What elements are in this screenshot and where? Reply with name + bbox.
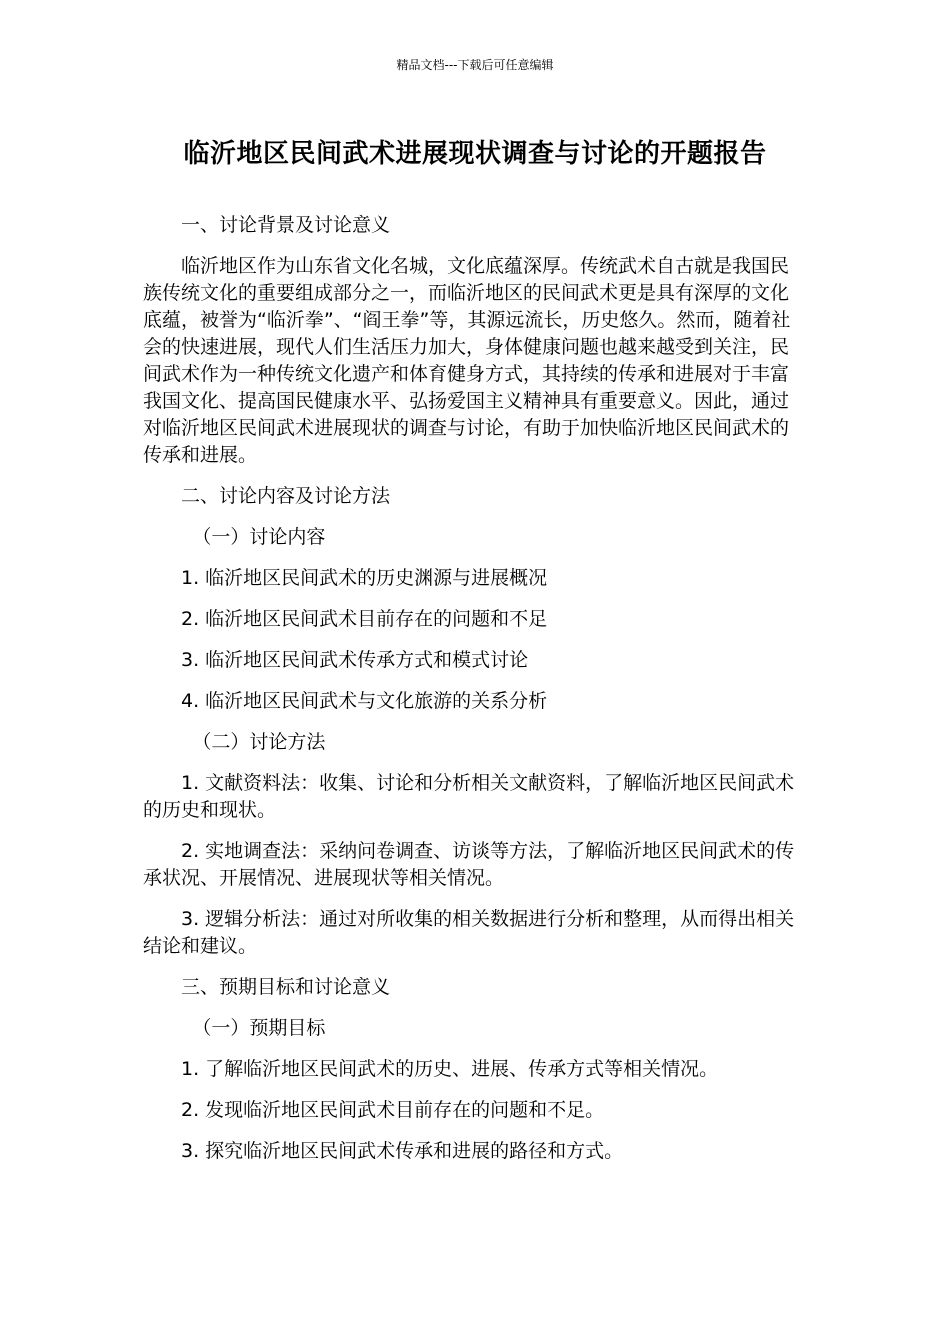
section-heading-1: 一、讨论背景及讨论意义 [181, 214, 391, 236]
subsection-heading-method: （二）讨论方法 [192, 731, 326, 753]
method-item-1: 1. 文献资料法：收集、讨论和分析相关文献资料，了解临沂地区民间武术的历史和现状。 [143, 772, 795, 821]
subsection-heading-goals: （一）预期目标 [192, 1017, 326, 1039]
goal-item-3: 3. 探究临沂地区民间武术传承和进展的路径和方式。 [181, 1140, 624, 1162]
document-body [143, 212, 798, 1179]
goal-item-2: 2. 发现临沂地区民间武术目前存在的问题和不足。 [181, 1099, 605, 1121]
section-heading-2: 二、讨论内容及讨论方法 [181, 485, 391, 507]
section-heading-3: 三、预期目标和讨论意义 [181, 976, 391, 998]
content-item-2: 2. 临沂地区民间武术目前存在的问题和不足 [181, 608, 548, 630]
goal-item-1: 1. 了解临沂地区民间武术的历史、进展、传承方式等相关情况。 [181, 1058, 719, 1080]
subsection-heading-content: （一）讨论内容 [192, 526, 326, 548]
page-header: 精品文档---下载后可任意编辑 [396, 58, 554, 72]
method-item-3: 3. 逻辑分析法：通过对所收集的相关数据进行分析和整理，从而得出相关结论和建议。 [143, 908, 795, 957]
content-item-1: 1. 临沂地区民间武术的历史渊源与进展概况 [181, 567, 548, 589]
content-item-3: 3. 临沂地区民间武术传承方式和模式讨论 [181, 649, 529, 671]
method-item-2: 2. 实地调查法：采纳问卷调查、访谈等方法，了解临沂地区民间武术的传承状况、开展情况、进展现状等相关情况。 [143, 840, 795, 889]
content-item-4: 4. 临沂地区民间武术与文化旅游的关系分析 [181, 690, 548, 712]
background-paragraph: 临沂地区作为山东省文化名城，文化底蕴深厚。传统武术自古就是我国民族传统文化的重要组成部分之一，而临沂地区的民间武术更是具有深厚的文化底蕴，被誉为“临沂拳”、“阎王拳”等，其源远流长，历史悠久。然而，随着社会的快速进展，现代人们生活压力加大，身体健康问题也越来越受到关注，民间武术作为一种传统文化遗产和体育健身方式，其持续的传承和进展对于丰富我国文化、提高国民健康水平、弘扬爱国主义精神具有重要意义。因此，通过对临沂地区民间武术进展现状的调查与讨论，有助于加快临沂地区民间武术的传承和进展。 [143, 255, 791, 466]
document-title: 临沂地区民间武术进展现状调查与讨论的开题报告 [183, 139, 767, 169]
